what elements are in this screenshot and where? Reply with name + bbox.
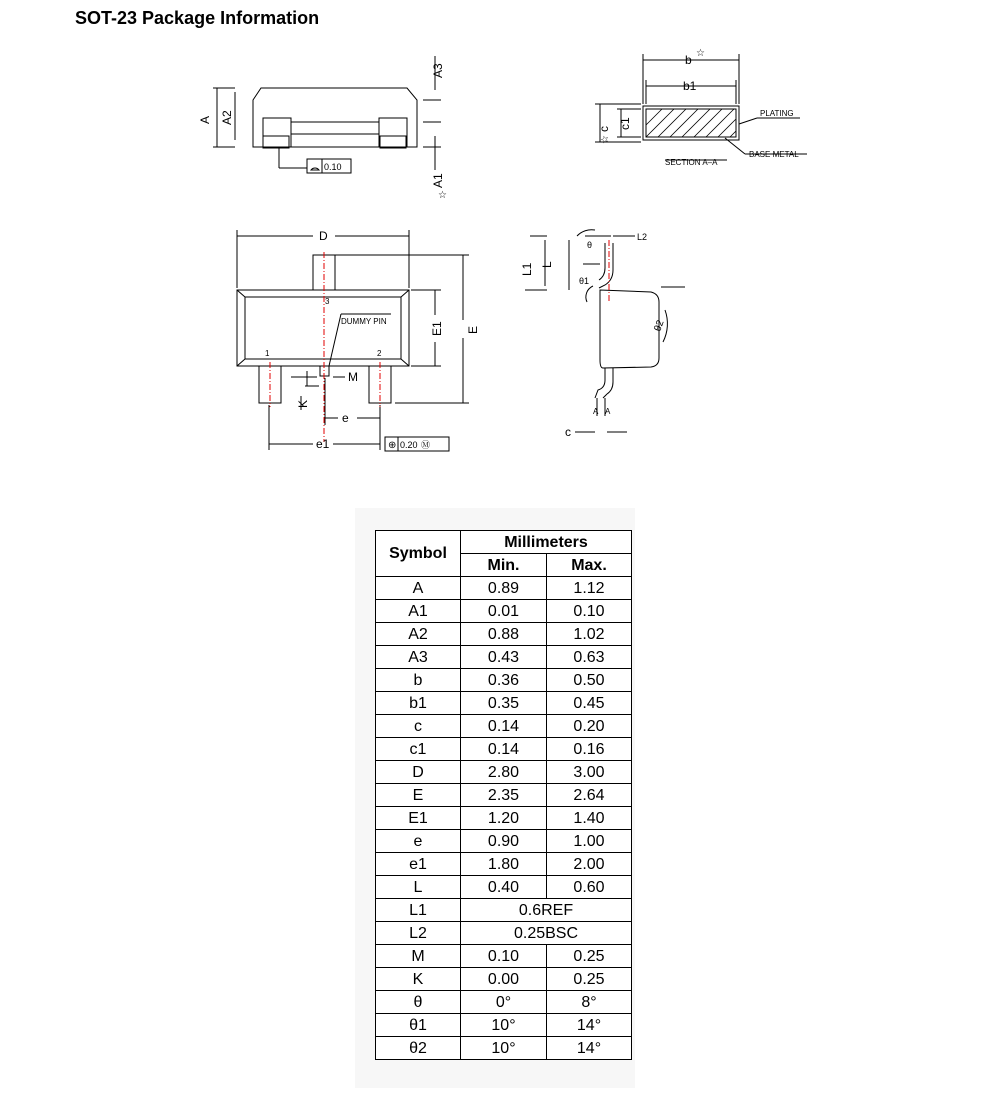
package-drawing: [195, 40, 815, 460]
cell-max: 0.25: [547, 968, 632, 991]
table-row: [376, 876, 632, 899]
label-pin-1: 1: [265, 349, 270, 358]
cell-min: 10°: [461, 1014, 547, 1037]
dimension-table: [375, 530, 632, 1060]
label-A1: A1: [431, 173, 445, 188]
side-view-lead-left: [263, 118, 291, 147]
label-b1: b1: [683, 79, 697, 93]
cell-min: 10°: [461, 1037, 547, 1060]
header-symbol: Symbol: [376, 531, 461, 577]
end-view-lead-top: [599, 243, 613, 288]
table-row: [376, 945, 632, 968]
label-e1: e1: [316, 437, 330, 451]
cell-symbol: L1: [376, 899, 461, 922]
cell-symbol: b1: [376, 692, 461, 715]
table-row: [376, 577, 632, 600]
cell-symbol: A2: [376, 623, 461, 646]
cell-symbol: b: [376, 669, 461, 692]
label-c-star: ☆: [600, 135, 611, 144]
cell-min: 0.40: [461, 876, 547, 899]
cell-span: 0.6REF: [461, 899, 632, 922]
cell-symbol: θ1: [376, 1014, 461, 1037]
cell-max: 14°: [547, 1037, 632, 1060]
cell-symbol: θ2: [376, 1037, 461, 1060]
cell-symbol: E: [376, 784, 461, 807]
table-row: [376, 692, 632, 715]
table-row: [376, 853, 632, 876]
cell-symbol: θ: [376, 991, 461, 1014]
header-max: Max.: [547, 554, 632, 577]
table-row: [376, 899, 632, 922]
label-K: K: [296, 399, 310, 408]
side-view-lead-right: [379, 118, 407, 147]
label-A: A: [198, 115, 212, 124]
cell-max: 1.12: [547, 577, 632, 600]
label-theta: θ: [587, 240, 593, 250]
cell-min: 0.43: [461, 646, 547, 669]
top-view-body: [237, 290, 409, 366]
cell-symbol: M: [376, 945, 461, 968]
cell-symbol: c: [376, 715, 461, 738]
table-row: [376, 669, 632, 692]
cell-min: 1.80: [461, 853, 547, 876]
table-row: [376, 968, 632, 991]
table-row: [376, 761, 632, 784]
cell-symbol: E1: [376, 807, 461, 830]
table-row: [376, 646, 632, 669]
cell-min: 2.35: [461, 784, 547, 807]
table-row: [376, 1037, 632, 1060]
label-A2: A2: [220, 110, 234, 125]
cell-min: 0.14: [461, 715, 547, 738]
cell-max: 0.16: [547, 738, 632, 761]
cell-symbol: A: [376, 577, 461, 600]
label-b-star: ☆: [696, 48, 705, 59]
dimension-table-panel: [355, 508, 635, 1088]
cell-min: 0.10: [461, 945, 547, 968]
cell-max: 3.00: [547, 761, 632, 784]
cell-max: 0.25: [547, 945, 632, 968]
cell-max: 8°: [547, 991, 632, 1014]
label-plating: PLATING: [760, 109, 794, 118]
cell-min: 0.88: [461, 623, 547, 646]
label-L2: L2: [637, 232, 648, 242]
label-L: L: [540, 261, 554, 268]
label-A3: A3: [431, 63, 445, 78]
label-dummy-pin: DUMMY PIN: [341, 317, 387, 326]
header-min: Min.: [461, 554, 547, 577]
dimension-table-body: [376, 577, 632, 1060]
label-A1-star: ☆: [438, 190, 447, 201]
cell-min: 0.00: [461, 968, 547, 991]
position-symbol: ⊕: [388, 440, 397, 451]
cell-symbol: K: [376, 968, 461, 991]
label-L1: L1: [520, 262, 534, 276]
section-mark-left: A: [593, 407, 599, 416]
cell-min: 0.01: [461, 600, 547, 623]
cell-symbol: e1: [376, 853, 461, 876]
cell-span: 0.25BSC: [461, 922, 632, 945]
table-row: [376, 807, 632, 830]
cell-symbol: D: [376, 761, 461, 784]
cell-symbol: c1: [376, 738, 461, 761]
cell-symbol: A1: [376, 600, 461, 623]
cell-max: 0.45: [547, 692, 632, 715]
label-c: c: [565, 425, 571, 439]
table-row: [376, 715, 632, 738]
table-row: [376, 1014, 632, 1037]
cell-max: 2.00: [547, 853, 632, 876]
cell-min: 1.20: [461, 807, 547, 830]
cell-min: 0.36: [461, 669, 547, 692]
mmc-symbol: Ⓜ: [421, 440, 431, 450]
label-base-metal: BASE METAL: [749, 150, 799, 159]
label-pin-3: 3: [325, 297, 330, 306]
cell-max: 14°: [547, 1014, 632, 1037]
cell-symbol: e: [376, 830, 461, 853]
table-row: [376, 600, 632, 623]
table-row: [376, 623, 632, 646]
label-c-section: c: [597, 126, 611, 132]
label-b: b: [685, 53, 692, 67]
cell-max: 2.64: [547, 784, 632, 807]
table-row: [376, 738, 632, 761]
cell-min: 0.14: [461, 738, 547, 761]
cell-min: 0°: [461, 991, 547, 1014]
cell-symbol: L: [376, 876, 461, 899]
label-e: e: [342, 411, 349, 425]
label-M: M: [348, 370, 358, 384]
label-theta2: θ2: [652, 318, 667, 334]
label-E: E: [466, 325, 480, 334]
label-E1: E1: [430, 321, 444, 336]
cell-max: 0.20: [547, 715, 632, 738]
table-row: [376, 991, 632, 1014]
section-mark-right: A: [605, 407, 611, 416]
position-tolerance: 0.20: [400, 440, 418, 450]
label-section: SECTION A–A: [665, 158, 718, 167]
table-row: [376, 830, 632, 853]
cell-max: 0.10: [547, 600, 632, 623]
cell-symbol: A3: [376, 646, 461, 669]
table-row: [376, 784, 632, 807]
cell-min: 2.80: [461, 761, 547, 784]
cell-min: 0.89: [461, 577, 547, 600]
cell-min: 0.90: [461, 830, 547, 853]
label-c1: c1: [618, 117, 632, 130]
end-view-lead-bottom: [595, 368, 605, 398]
cell-max: 1.02: [547, 623, 632, 646]
cell-max: 1.00: [547, 830, 632, 853]
section-base-metal: [643, 106, 739, 140]
table-row: [376, 922, 632, 945]
end-view-body: [600, 290, 659, 368]
flatness-value: 0.10: [324, 162, 342, 172]
header-units: Millimeters: [461, 531, 632, 554]
cell-max: 0.60: [547, 876, 632, 899]
cell-max: 0.63: [547, 646, 632, 669]
page-title: SOT-23 Package Information: [75, 8, 320, 28]
cell-min: 0.35: [461, 692, 547, 715]
label-pin-2: 2: [377, 349, 382, 358]
cell-max: 0.50: [547, 669, 632, 692]
label-theta1: θ1: [579, 276, 590, 286]
cell-max: 1.40: [547, 807, 632, 830]
cell-symbol: L2: [376, 922, 461, 945]
label-D: D: [319, 229, 328, 243]
